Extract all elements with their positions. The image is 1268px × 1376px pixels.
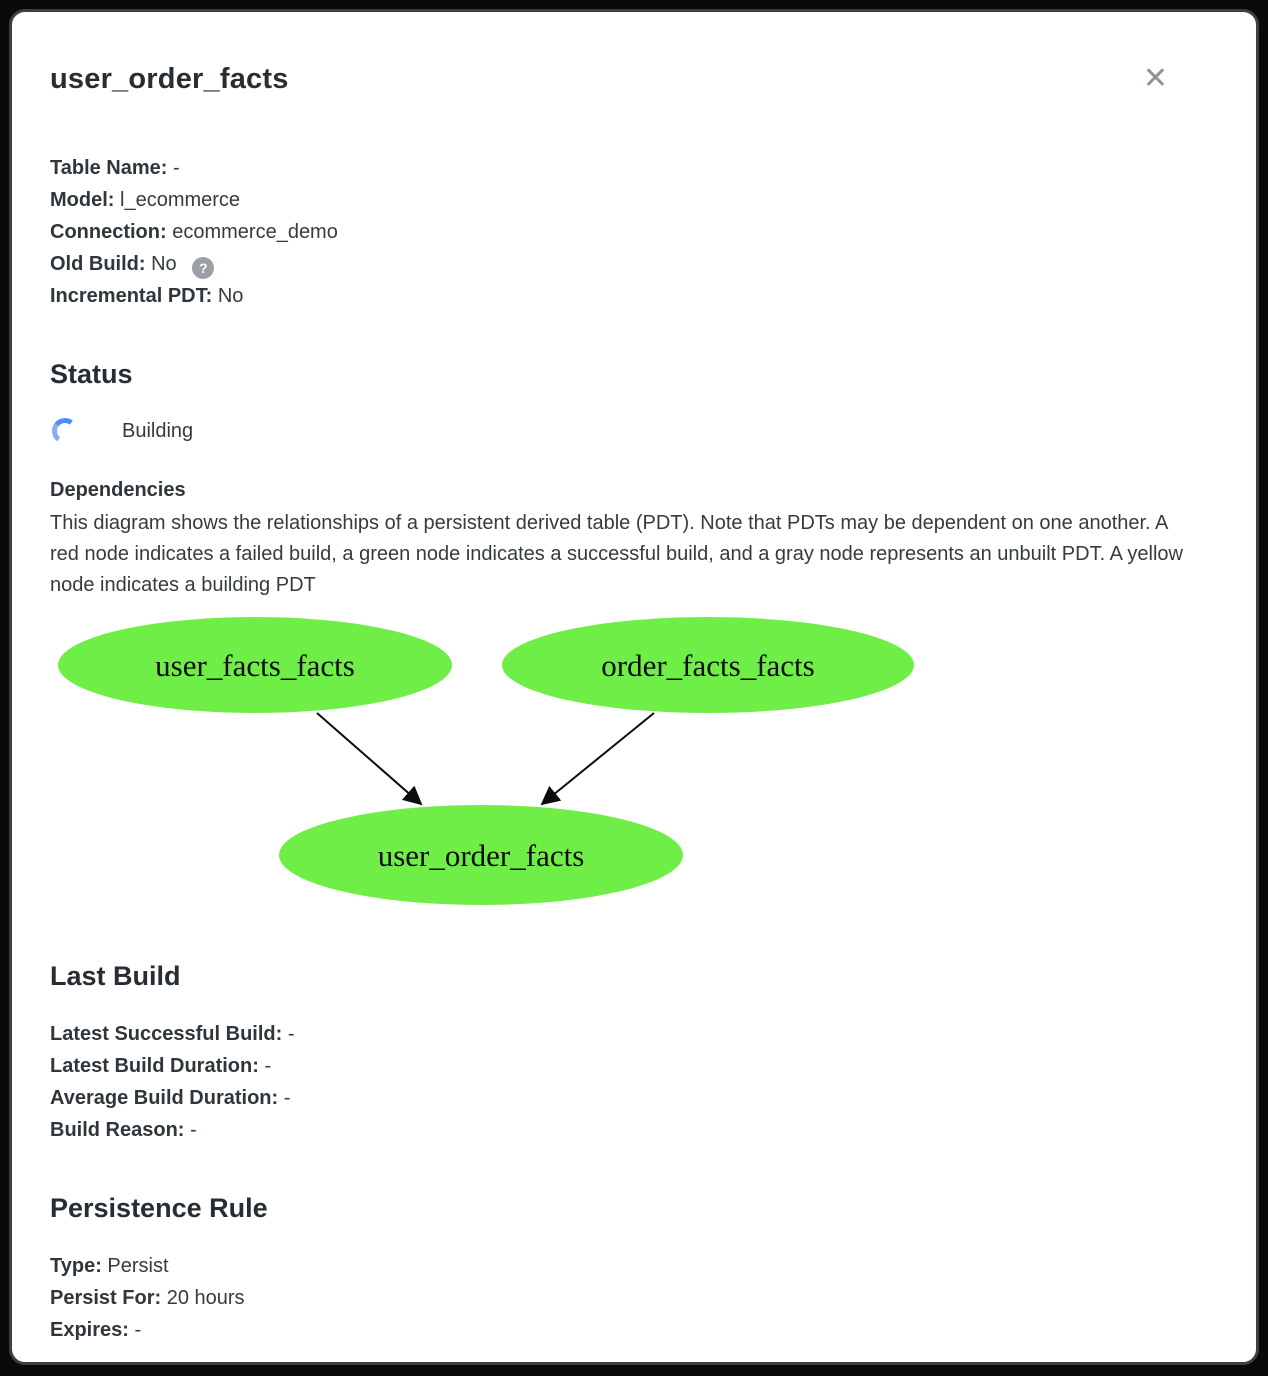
page-title: user_order_facts xyxy=(50,63,289,95)
row-value: Persist xyxy=(107,1255,169,1277)
status-heading: Status xyxy=(50,359,133,389)
last-build-row-latest-successful xyxy=(50,1018,1196,1050)
help-icon[interactable]: ? xyxy=(192,257,214,279)
dependencies-section xyxy=(50,474,1196,601)
meta-value: ecommerce_demo xyxy=(172,221,338,243)
row-value: 20 hours xyxy=(166,1287,245,1309)
last-build-section xyxy=(50,1018,1196,1146)
node-label: user_order_facts xyxy=(377,838,585,873)
meta-row-old-build xyxy=(50,248,1196,280)
meta-value: l_ecommerce xyxy=(120,189,241,211)
meta-label: Model: xyxy=(50,189,115,211)
row-value: - xyxy=(283,1087,291,1109)
meta-value: - xyxy=(173,157,180,179)
close-button[interactable] xyxy=(1143,64,1168,94)
row-value: - xyxy=(264,1055,272,1077)
building-spinner-icon xyxy=(50,416,79,445)
node-label: user_facts_facts xyxy=(155,648,355,683)
row-label: Expires: xyxy=(50,1319,129,1341)
row-label: Type: xyxy=(50,1255,102,1277)
status-value: Building xyxy=(122,419,194,442)
row-label: Average Build Duration: xyxy=(50,1087,279,1109)
pdt-metadata xyxy=(50,152,1196,312)
status-row xyxy=(50,416,1196,446)
row-value: - xyxy=(134,1319,142,1341)
row-label: Build Reason: xyxy=(50,1119,185,1141)
meta-row-model xyxy=(50,184,1196,216)
row-value: - xyxy=(287,1023,295,1045)
meta-row-connection xyxy=(50,216,1196,248)
pdt-node-user-facts-facts xyxy=(58,617,452,713)
dependencies-heading: Dependencies xyxy=(50,479,186,501)
modal-header xyxy=(50,62,1196,96)
node-label: order_facts_facts xyxy=(601,648,815,683)
row-label: Latest Successful Build: xyxy=(50,1023,283,1045)
last-build-heading: Last Build xyxy=(50,961,181,991)
meta-value: No xyxy=(151,253,177,275)
last-build-row-build-reason xyxy=(50,1114,1196,1146)
meta-value: No xyxy=(217,285,244,307)
pdt-node-user-order-facts xyxy=(279,805,683,905)
pdt-node-order-facts-facts xyxy=(502,617,914,713)
pdt-details-modal xyxy=(9,9,1259,1365)
dependencies-description: This diagram shows the relationships of a persistent derived table (PDT). Note that PDTs may be dependent on one another. A red node indicates a failed build, a green node indicates a successful build, and a gray node represents an unbuilt PDT. A yellow node indicates a building PDT xyxy=(50,512,1183,596)
last-build-row-average-duration xyxy=(50,1082,1196,1114)
meta-label: Connection: xyxy=(50,221,167,243)
meta-label: Incremental PDT: xyxy=(50,285,213,307)
meta-row-incremental-pdt xyxy=(50,280,1196,312)
persistence-rule-section xyxy=(50,1250,1196,1346)
edge-order-facts-to-user-order xyxy=(542,713,654,804)
close-icon: ✕ xyxy=(1142,62,1168,95)
dependency-diagram xyxy=(50,615,930,910)
row-value: - xyxy=(190,1119,197,1141)
meta-label: Table Name: xyxy=(50,157,168,179)
persistence-rule-heading: Persistence Rule xyxy=(50,1193,268,1223)
edge-user-facts-to-user-order xyxy=(317,713,421,804)
meta-row-table-name xyxy=(50,152,1196,184)
persistence-row-persist-for xyxy=(50,1282,1196,1314)
last-build-row-latest-duration xyxy=(50,1050,1196,1082)
meta-label: Old Build: xyxy=(50,253,146,275)
row-label: Latest Build Duration: xyxy=(50,1055,259,1077)
persistence-row-expires xyxy=(50,1314,1196,1346)
row-label: Persist For: xyxy=(50,1287,162,1309)
persistence-row-type xyxy=(50,1250,1196,1282)
